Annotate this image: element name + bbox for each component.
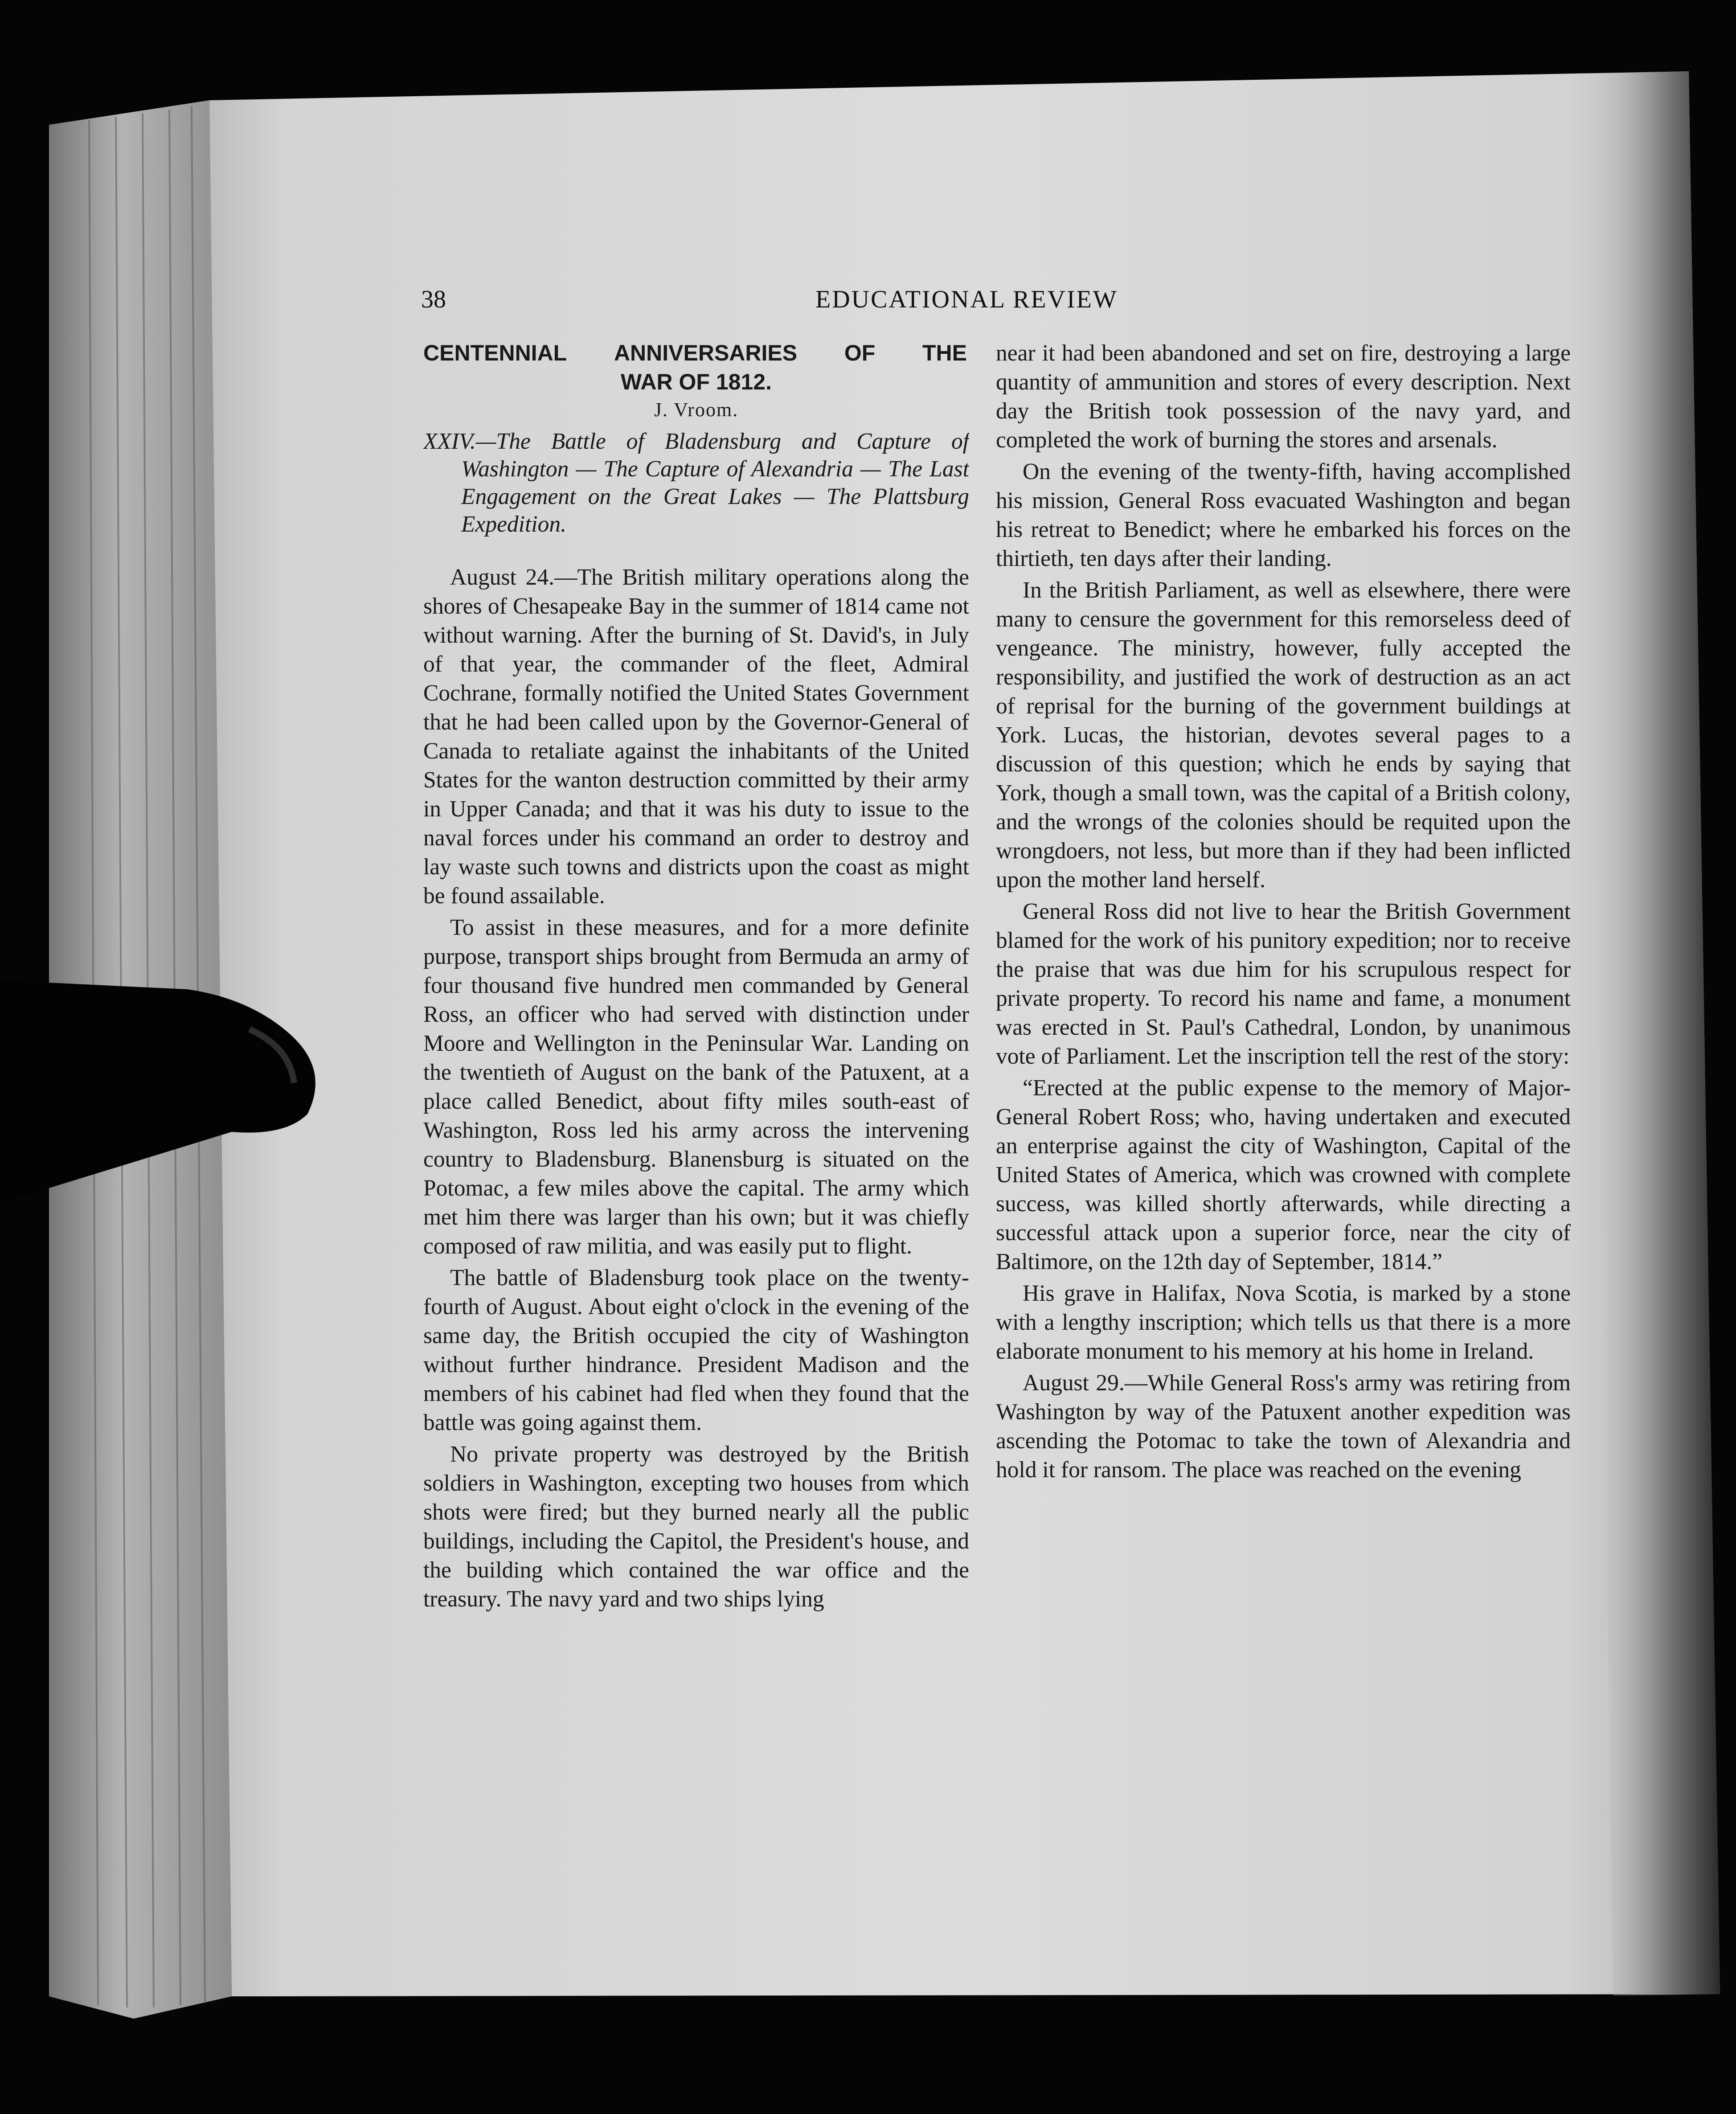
body-paragraph: The battle of Bladensburg took place on the twenty-fourth of August. About eight o'clock in the evening of the same day, the British occupied the city of Washington without further hindrance. President Madison and the members of his cabinet had fled when they found that the battle was going against them. [423,1265,969,1435]
page-number: 38 [421,286,446,313]
body-paragraph: His grave in Halifax, Nova Scotia, is marked by a stone with a lengthy inscription; which tells us that there is a more elaborate monument to his memory at his home in Ireland. [996,1281,1571,1364]
body-paragraph: August 24.—The British military operations along the shores of Chesapeake Bay in the summer of 1814 came not without warning. After the burning of St. David's, in July of that year, the commander of the fleet, Admiral Cochrane, formally notified the United States Government that he had been called upon by the Governor-General of Canada to retaliate against the inhabitants of the United States for the wanton destruction committed by their army in Upper Canada; and that it was his duty to issue to the naval forces under his command an order to destroy and lay waste such towns and districts upon the coast as might be found assailable. [423,565,969,909]
article-title-line-2: WAR OF 1812. [621,369,772,394]
running-head: EDUCATIONAL REVIEW [815,286,1118,313]
body-paragraph: August 29.—While General Ross's army was retiring from Washington by way of the Patuxent another expedition was ascending the Potomac to take the town of Alexandria and hold it for ransom. The place was reached on the evening [996,1370,1571,1483]
title-word: ANNIVERSARIES [614,340,798,365]
title-word: OF [844,340,876,365]
article-title-line-1 [423,339,969,368]
finger-shadow [0,980,330,1203]
article-subtitle: XXIV.—The Battle of Bladensburg and Capture of Washington — The Capture of Alexandria — The Last Engagement on the Great Lakes — The Plattsburg Expedition. [423,429,969,537]
body-paragraph: No private property was destroyed by the British soldiers in Washington, excepting two houses from which shots were fired; but they burned nearly all the public buildings, including the Capitol, the President's house, and the building which contained the war office and the treasury. The navy yard and two ships lying [423,1442,969,1612]
article-author: J. Vroom. [654,399,739,421]
body-paragraph: General Ross did not live to hear the British Government blamed for the work of his punitory expedition; nor to receive the praise that was due him for his scrupulous respect for private property. To record his name and fame, a monument was erected in St. Paul's Cathedral, London, by unanimous vote of Parliament. Let the inscription tell the rest of the story: [996,899,1571,1069]
left-column [423,339,969,1831]
title-word: CENTENNIAL [423,340,567,365]
body-paragraph: On the evening of the twenty-fifth, having accomplished his mission, General Ross evacuated Washington and began his retreat to Benedict; where he embarked his forces on the thirtieth, ten days after their landing. [996,459,1571,571]
body-paragraph: To assist in these measures, and for a more definite purpose, transport ships brought from Bermuda an army of four thousand five hundred men commanded by General Ross, an officer who had served with distinction under Moore and Wellington in the Peninsular War. Landing on the twentieth of August on the bank of the Patuxent, at a place called Benedict, about fifty miles south-east of Washington, Ross led his army across the intervening country to Bladensburg. Blanensburg is situated on the Potomac, a few miles above the capital. The army which met him there was larger than his own; but it was chiefly composed of raw militia, and was easily put to flight. [423,915,969,1259]
right-column [996,339,1571,1845]
body-paragraph-continued: near it had been abandoned and set on fire, destroying a large quantity of ammunition and stores of every description. Next day the British took possession of the navy yard, and completed the work of burning the stores and arsenals. [996,340,1571,453]
inscription-quote: “Erected at the public expense to the memory of Major-General Robert Ross; who, having undertaken and executed an enterprise against the city of Washington, Capital of the United States of America, which was crowned with complete success, was killed shortly afterwards, while directing a successful attack upon a superior force, near the city of Baltimore, on the 12th day of September, 1814.” [996,1075,1571,1274]
body-paragraph: In the British Parliament, as well as elsewhere, there were many to censure the government for this remorseless deed of vengeance. The ministry, however, fully accepted the responsibility, and justified the work of destruction as an act of reprisal for the burning of the government buildings at York. Lucas, the historian, devotes several pages to a discussion of this question; which he ends by saying that York, though a small town, was the capital of a British colony, and the wrongs of the colonies should be requited upon the wrongdoers, not less, but more than if they had been inflicted upon the mother land herself. [996,578,1571,893]
title-word: THE [922,340,967,365]
